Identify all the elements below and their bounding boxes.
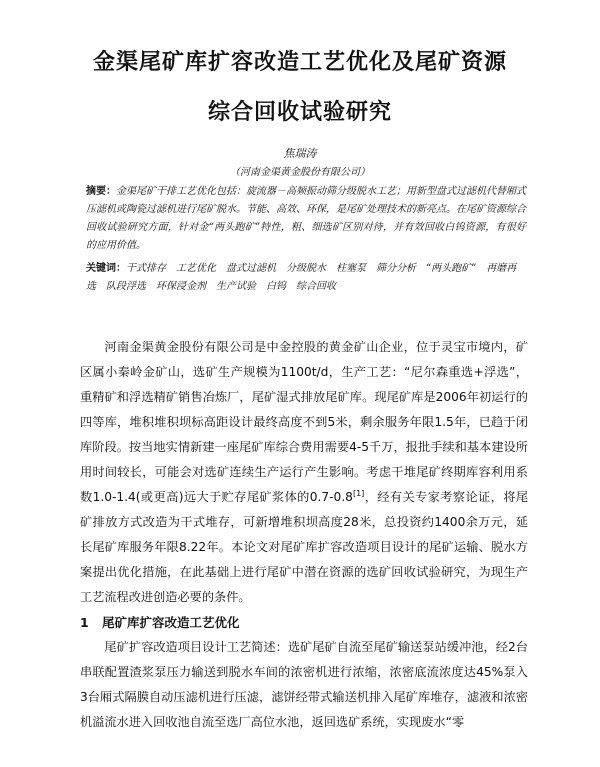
abstract-text: 金渠尾矿干排工艺优化包括：旋流器－高频振动筛分级脱水工艺；用新型盘式过滤机代替厢式压滤机或陶瓷过滤机进行尾矿脱水。节能、高效、环保，是尾矿处理技术的新亮点。在尾矿资源综合回收试验研究方面，针对金“两头跑矿”特性，粗、细选矿区别对待，并有效回收白钨资源，有很好的应用价值。 (86, 186, 526, 251)
abstract-label: 摘要： (86, 186, 116, 197)
section-title: 尾矿库扩容改造工艺优化 (102, 615, 240, 630)
paragraph-intro-tail: ，经有关专家考察论证，将尾矿排放方式改造为干式堆存，可新增堆积坝高度28米，总投资约1400余万元，延长尾矿库服务年限8.22年。本论文对尾矿库扩容改造项目设计的尾矿运输、脱水方案提出优化措施，在此基础上进行尾矿中潜在资源的选矿回收试验研究，为现生产工艺流程改进创造必要的条件。 (80, 490, 529, 604)
paper-title-line2: 综合回收试验研究 (207, 99, 392, 125)
paragraph-section1: 尾矿扩容改造项目设计工艺简述：选矿尾矿自流至尾矿输送泵站缓冲池，经2台串联配置渣浆泵压力输送到脱水车间的浓密机进行浓缩，浓密底流浓度达45%泵入3台厢式隔膜自动压滤机进行压滤，滤饼经带式输送机排入尾矿库堆存，滤液和浓密机溢流水进入回收池自流至选厂高位水池，返回选矿系统，实现废水“零 (80, 640, 528, 729)
section-number: 1 (80, 615, 89, 630)
citation-ref: [1] (352, 488, 365, 498)
author-affiliation: （河南金渠黄金股份有限公司） (230, 167, 370, 178)
body-text (80, 335, 528, 735)
abstract (86, 183, 526, 255)
keywords-text: 干式排存 工艺优化 盘式过滤机 分级脱水 柱塞泵 筛分分析 “两头跑矿” 再磨再选 队段浮选 环保浸金剂 生产试验 白钨 综合回收 (86, 263, 517, 292)
section-heading (80, 610, 528, 635)
keywords (86, 260, 526, 296)
paper-title-line1: 金渠尾矿库扩容改造工艺优化及尾矿资源 (92, 49, 507, 75)
author-name: 焦瑞涛 (283, 147, 317, 160)
paragraph-intro-text: 河南金渠黄金股份有限公司是中金控股的黄金矿山企业，位于灵宝市境内，矿区属小秦岭金矿山，选矿生产规模为1100t/d，生产工艺：“尼尔森重选+浮选”，重精矿和浮选精矿销售冶炼厂，尾矿湿式排放尾矿库。现尾矿库是2006年初运行的四等库，堆积堆积坝标高距设计最终高度不到5米，剩余服务年限1.5年，已趋于闭库阶段。按当地实情新建一座尾矿库综合费用需要4-5千万，报批手续和基本建设所用时间较长，可能会对选矿连续生产运行产生影响。考虑干堆尾矿终期库容利用系数1.0-1.4(或更高)远大于贮存尾矿浆体的0.7-0.8 (80, 340, 528, 504)
paragraph-intro (80, 335, 528, 610)
keywords-label: 关键词： (86, 263, 126, 274)
